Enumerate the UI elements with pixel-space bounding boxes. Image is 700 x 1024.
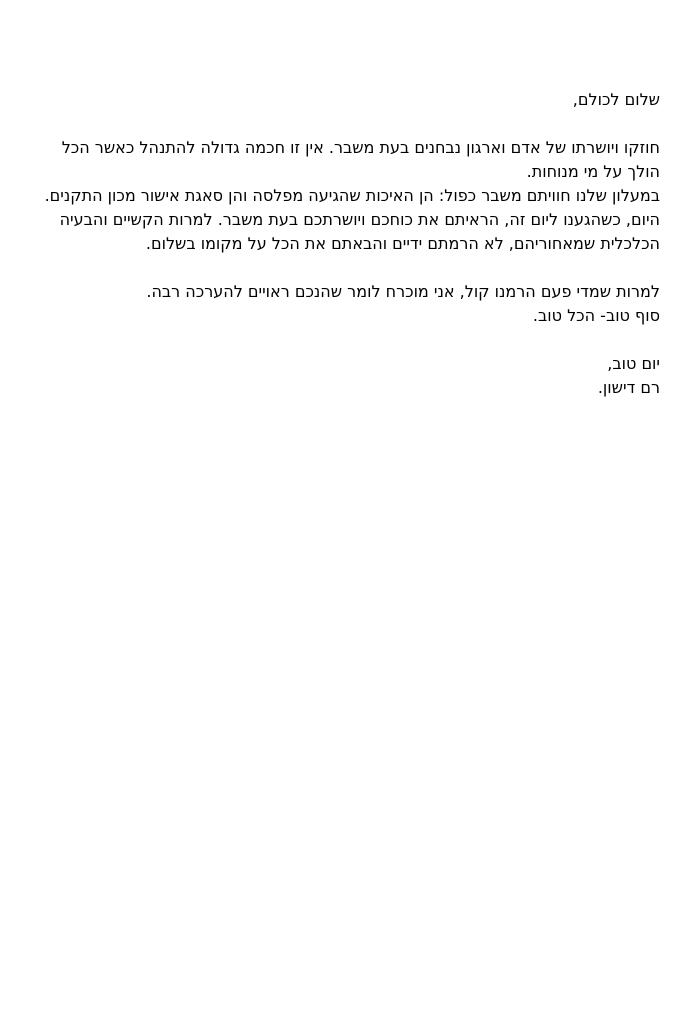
- signature-line: רם דישון.: [597, 378, 660, 397]
- letter-text: [30, 88, 660, 400]
- paragraph-spacer: [30, 256, 660, 280]
- paragraph-spacer: [30, 328, 660, 352]
- closing-line-2: סוף טוב- הכל טוב.: [532, 306, 660, 325]
- body-paragraph-2: במעלון שלנו חוויתם משבר כפול: הן האיכות שהגיעה מפלסה והן סאגת אישור מכון התקנים.: [44, 186, 660, 205]
- body-paragraph-1: חוזקו ויושרתו של אדם וארגון נבחנים בעת משבר. אין זו חכמה גדולה להתנהל כאשר הכל הולך על מי מנוחות.: [61, 138, 660, 181]
- body-paragraph-3: היום, כשהגענו ליום זה, הראיתם את כוחכם ויושרתכם בעת משבר. למרות הקשיים והבעיה הכלכלית שמאחוריהם, לא הרמתם ידיים והבאתם את הכל על מקומו בשלום.: [59, 210, 660, 253]
- signoff-line: יום טוב,: [607, 354, 660, 373]
- paragraph-spacer: [30, 112, 660, 136]
- closing-line-1: למרות שמדי פעם הרמנו קול, אני מוכרח לומר שהנכם ראויים להערכה רבה.: [146, 282, 660, 301]
- greeting-line: שלום לכולם,: [572, 90, 660, 109]
